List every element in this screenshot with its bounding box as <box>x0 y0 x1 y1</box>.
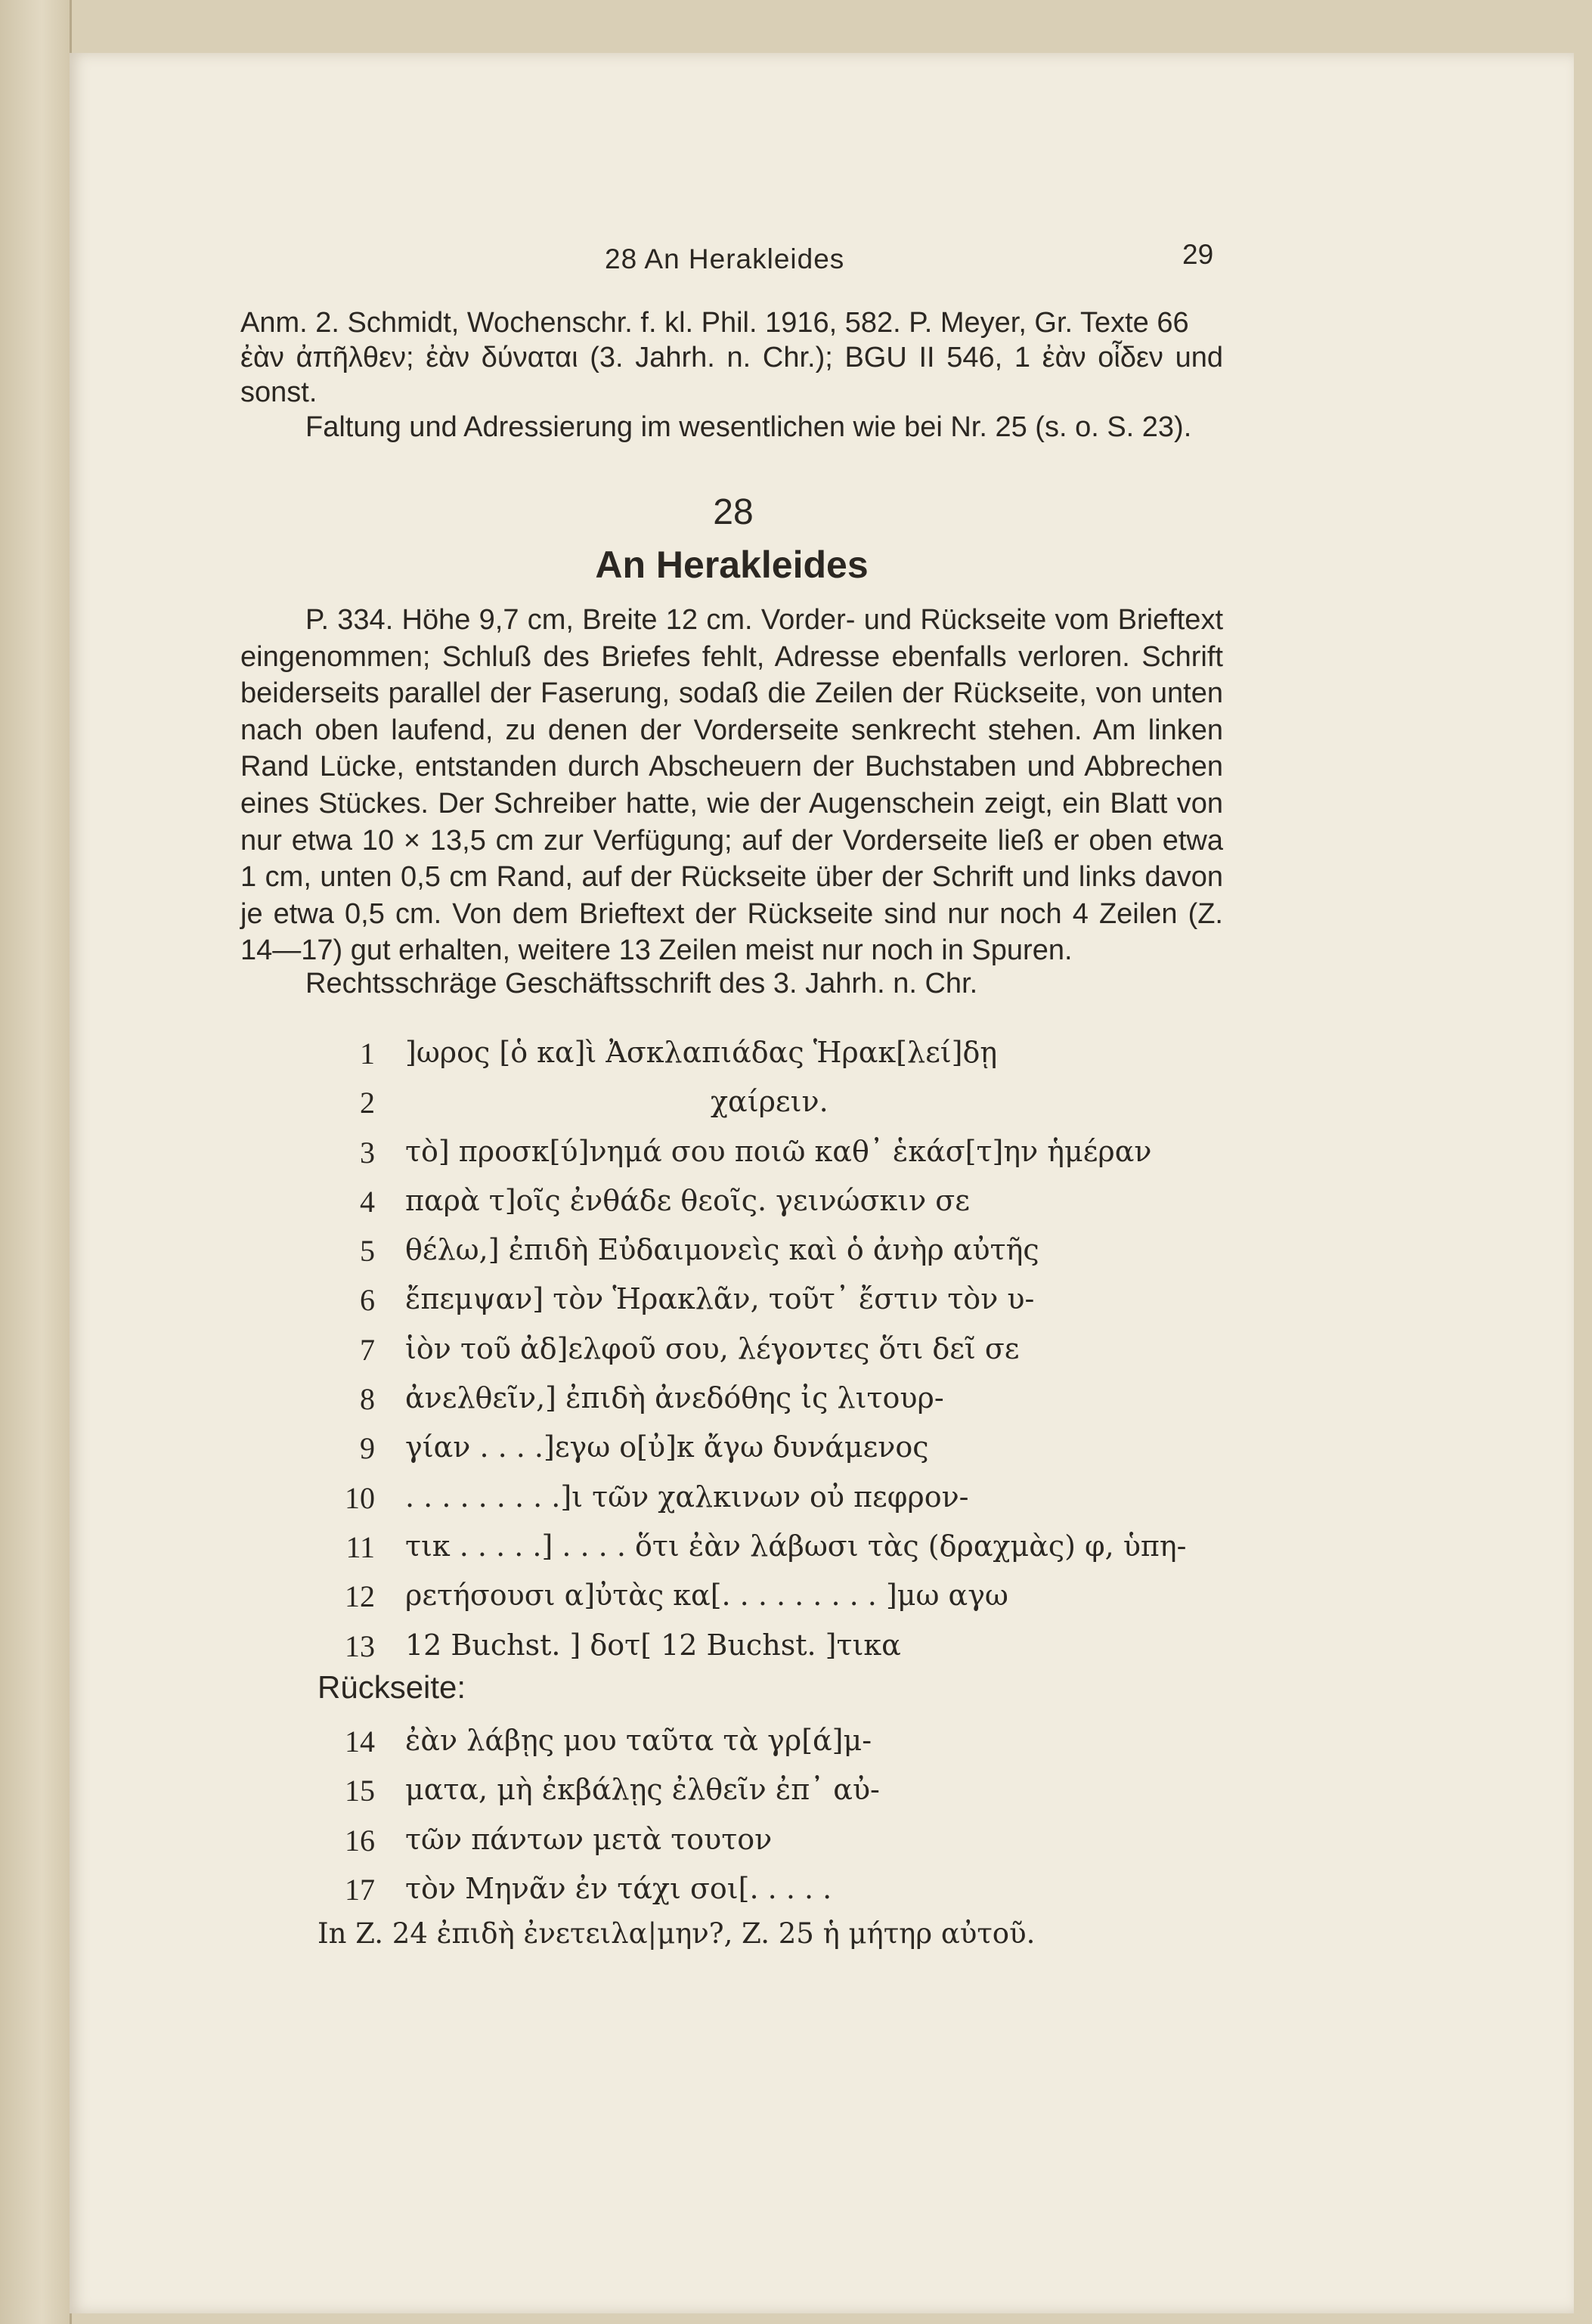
text-line <box>317 1135 1300 1184</box>
text-line <box>317 1529 1300 1579</box>
line-text: ἔπεμψαν] τὸν Ἡρακλᾶν, τοῦτ᾽ ἔστιν τὸν υ- <box>405 1282 1035 1316</box>
text-line <box>317 1872 1300 1921</box>
line-number: 4 <box>360 1184 375 1219</box>
letter-number: 28 <box>713 492 754 532</box>
text-line <box>317 1332 1300 1381</box>
line-text: ]ωρος [ὁ κα]ὶ Ἀσκλαπιάδας Ἡρακ[λεί]δῃ <box>405 1036 998 1069</box>
line-text: τικ . . . . .] . . . . ὅτι ἐὰν λάβωσι τὰς (δραχμὰς) φ, ὑπη- <box>405 1529 1187 1563</box>
line-number: 2 <box>360 1086 375 1120</box>
line-number: 10 <box>345 1480 375 1515</box>
line-number: 3 <box>360 1135 375 1170</box>
text-line <box>317 1773 1300 1822</box>
line-text: τὸ] προσκ[ύ]νημά σου ποιῶ καθ᾽ ἑκάσ[τ]ην ἡμέραν <box>405 1134 1152 1168</box>
line-text: γίαν . . . .]εγω ο[ὐ]κ ἄγω δυνάμενος <box>405 1430 929 1464</box>
line-number: 17 <box>345 1872 375 1907</box>
text-line <box>317 1579 1300 1628</box>
description-paragraph <box>240 602 1223 969</box>
line-text: ἀνελθεῖν,] ἐπιδὴ ἀνεδόθης ἰς λιτουρ- <box>405 1381 944 1415</box>
line-number: 12 <box>345 1579 375 1614</box>
page-number: 29 <box>1182 239 1214 270</box>
annotation-line: Faltung und Adressierung im wesentlichen wie bei Nr. 25 (s. o. S. 23). <box>305 411 1192 443</box>
text-line <box>317 1233 1300 1282</box>
line-number: 13 <box>345 1628 375 1663</box>
line-number: 16 <box>345 1823 375 1858</box>
description-text: P. 334. Höhe 9,7 cm, Breite 12 cm. Vorder- und Rückseite vom Brieftext eingenommen; Schluß des Briefes fehlt, Adresse ebenfalls verloren. Schrift beiderseits parallel der Faserung, sodaß die Zeilen der Rückseite, von unten nach oben laufend, zu denen der Vorderseite senkrecht stehen. Am linken Rand Lücke, entstanden durch Abscheuern der Buchstaben und Abbrechen eines Stückes. Der Schreiber hatte, wie der Augenschein zeigt, ein Blatt von nur etwa 10 × 13,5 cm zur Verfügung; auf der Vorderseite ließ er oben etwa 1 cm, unten 0,5 cm Rand, auf der Rückseite über der Schrift und links davon je etwa 0,5 cm. Von dem Brieftext der Rückseite sind nur noch 4 Zeilen (Z. 14—17) gut erhalten, weitere 13 Zeilen meist nur noch in Spuren. <box>240 604 1223 967</box>
line-number: 9 <box>360 1431 375 1466</box>
text-line <box>317 1480 1300 1529</box>
script-note: Rechtsschräge Geschäftsschrift des 3. Jahrh. n. Chr. <box>305 968 978 999</box>
text-line <box>317 1823 1300 1872</box>
scan-edge <box>0 0 72 2324</box>
text-line <box>317 1724 1300 1773</box>
line-text: τὸν Μηνᾶν ἐν τάχι σοι[. . . . . <box>405 1871 832 1905</box>
back-text <box>317 1724 1300 1921</box>
letter-title: An Herakleides <box>595 544 869 586</box>
line-number: 5 <box>360 1234 375 1269</box>
text-line <box>317 1430 1300 1480</box>
line-text: ρετήσουσι α]ὐτὰς κα[. . . . . . . . . ]μω αγω <box>405 1579 1008 1613</box>
line-number: 8 <box>360 1382 375 1417</box>
line-number: 14 <box>345 1724 375 1758</box>
line-number: 1 <box>360 1037 375 1071</box>
annotation-line: ἐὰν ἀπῆλθεν; ἐὰν δύναται (3. Jahrh. n. Chr.); BGU II 546, 1 ἐὰν οἶδεν und sonst. <box>240 342 1223 408</box>
text-line <box>317 1282 1300 1331</box>
text-line <box>317 1036 1300 1085</box>
line-text: ἱὸν τοῦ ἀδ]ελφοῦ σου, λέγοντες ὅτι δεῖ σε <box>405 1331 1020 1365</box>
text-line <box>317 1085 1300 1134</box>
line-text: ἐὰν λάβῃς μου ταῦτα τὰ γρ[ά]μ- <box>405 1724 872 1757</box>
line-number: 11 <box>345 1529 375 1564</box>
line-text: 12 Buchst. ] δοτ[ 12 Buchst. ]τικα <box>405 1628 901 1662</box>
annotation-block <box>240 305 1223 445</box>
front-text <box>317 1036 1300 1678</box>
text-line <box>317 1184 1300 1233</box>
line-text: χαίρειν. <box>711 1085 829 1119</box>
line-number: 6 <box>360 1283 375 1318</box>
text-line <box>317 1381 1300 1430</box>
line-text: ματα, μὴ ἐκβάλῃς ἐλθεῖν ἐπ᾽ αὐ- <box>405 1773 880 1807</box>
line-text: τῶν πάντων μετὰ τουτον <box>405 1822 773 1856</box>
line-number: 15 <box>345 1774 375 1808</box>
back-heading: Rückseite: <box>317 1669 466 1705</box>
line-text: παρὰ τ]οῖς ἐνθάδε θεοῖς. γεινώσκιν σε <box>405 1183 970 1217</box>
running-head: 28 An Herakleides <box>605 243 845 274</box>
line-number: 7 <box>360 1332 375 1367</box>
line-text: . . . . . . . . .]ι τῶν χαλκινων οὐ πεφρον- <box>405 1480 969 1514</box>
footnote: In Z. 24 ἐπιδὴ ἐνετειλα|μην?, Z. 25 ἡ μήτηρ αὐτοῦ. <box>317 1917 1036 1950</box>
annotation-line: Anm. 2. Schmidt, Wochenschr. f. kl. Phil. 1916, 582. P. Meyer, Gr. Texte 66 <box>240 307 1189 339</box>
line-text: θέλω,] ἐπιδὴ Εὐδαιμονεὶς καὶ ὁ ἀνὴρ αὐτῆς <box>405 1233 1039 1267</box>
